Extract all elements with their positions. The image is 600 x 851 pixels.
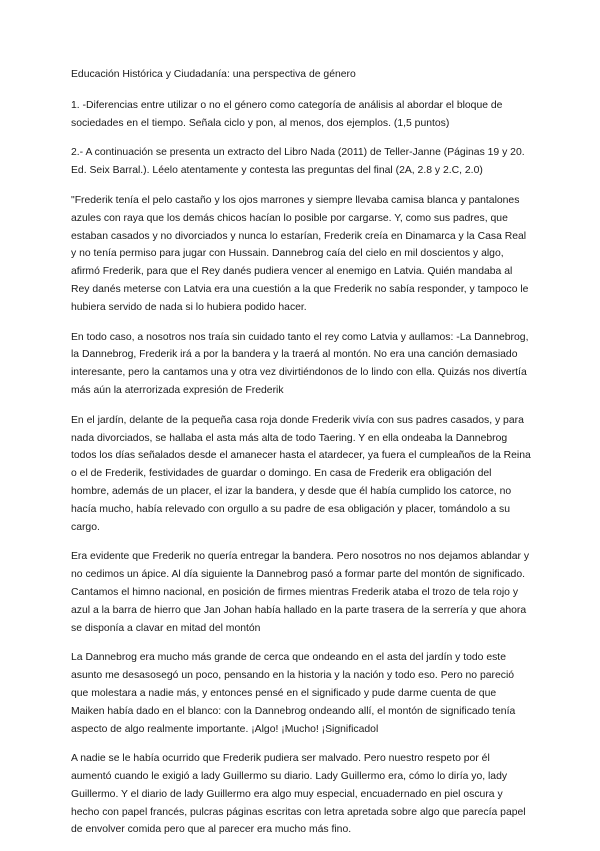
excerpt-paragraph-6: A nadie se le había ocurrido que Frederik pudiera ser malvado. Pero nuestro respeto por él aumentó cuando le exigió a lady Guillermo su diario. Lady Guillermo era, cómo lo diría yo, lady Guillermo. Y el diario de lady Guillermo era algo muy especial, encuadernado en piel oscura y hecho con papel francés, pulcras páginas escritas con letra apretada sobre algo que parecía papel de envolver comida pero que al parecer era mucho más fino.: [71, 753, 526, 836]
excerpt-paragraph-2: En todo caso, a nosotros nos traía sin cuidado tanto el rey como Latvia y aullamos: -La Dannebrog, la Dannebrog, Frederik irá a por la bandera y la traerá al montón. No era una canción demasiado interesante, pero la cantamos una y otra vez divirtiéndonos de lo lindo con ella. Quizás nos divertía más aún la aterrorizada expresión de Frederik: [71, 331, 529, 396]
document-title: Educación Histórica y Ciudadanía: una perspectiva de género: [71, 69, 356, 80]
document-body: [71, 66, 531, 851]
excerpt-paragraph-4: Era evidente que Frederik no quería entregar la bandera. Pero nosotros no nos dejamos ablandar y no cedimos un ápice. Al día siguiente la Dannebrog pasó a formar parte del montón de significado. Cantamos el himno nacional, en posición de firmes mientras Frederik ataba el trozo de tela rojo y azul a la barra de hierro que Jan Johan había hallado en la parte trasera de la serrería y que ahora se disponía a clavar en mitad del montón: [71, 551, 530, 634]
question-1-paragraph: 1. -Diferencias entre utilizar o no el género como categoría de análisis al abordar el bloque de sociedades en el tiempo. Señala ciclo y pon, al menos, dos ejemplos. (1,5 puntos): [71, 99, 503, 129]
excerpt-paragraph-1: "Frederik tenía el pelo castaño y los ojos marrones y siempre llevaba camisa blanca y pantalones azules con raya que los demás chicos hacían lo posible por cargarse. Y, como sus padres, que estaban casados y no divorciados y nunca lo estarían, Frederik creía en Dinamarca y la Casa Real y no tenía permiso para jugar con Hussain. Dannebrog caía del cielo en mil doscientos y algo, afirmó Frederik, para que el Rey danés pudiera vencer al enemigo en Latvia. Quién mandaba al Rey danés meterse con Latvia era una cuestión a la que Frederik no sabía responder, y tampoco le hubiera servido de nada si lo hubiera podido hacer.: [71, 194, 529, 313]
excerpt-paragraph-3: En el jardín, delante de la pequeña casa roja donde Frederik vivía con sus padres casados, y para nada divorciados, se hallaba el asta más alta de todo Taering. Y en ella ondeaba la Dannebrog todos los días señalados desde el amanecer hasta el atardecer, ya fuera el cumpleaños de la Reina o el de Frederik, festividades de guardar o domingo. En casa de Frederik era obligación del hombre, además de un placer, el izar la bandera, y desde que él había cumplido los catorce, no hacía mucho, había relevado con orgullo a su padre de esa obligación y placer, tomándolo a su cargo.: [71, 414, 531, 533]
question-2-paragraph: 2.- A continuación se presenta un extracto del Libro Nada (2011) de Teller-Janne (Páginas 19 y 20. Ed. Seix Barral.). Léelo atentamente y contesta las preguntas del final (2A, 2.8 y 2.C, 2.0): [71, 147, 525, 177]
excerpt-paragraph-5: La Dannebrog era mucho más grande de cerca que ondeando en el asta del jardín y todo este asunto me desasosegó un poco, pensando en la historia y la nación y todo eso. Pero no pareció que molestara a nadie más, y entonces pensé en el significado y pude darme cuenta de que Maiken había dado en el blanco: con la Dannebrog ondeando allí, el montón de significado tenía aspecto de algo realmente importante. ¡Algo! ¡Mucho! ¡Significadol: [71, 652, 516, 735]
